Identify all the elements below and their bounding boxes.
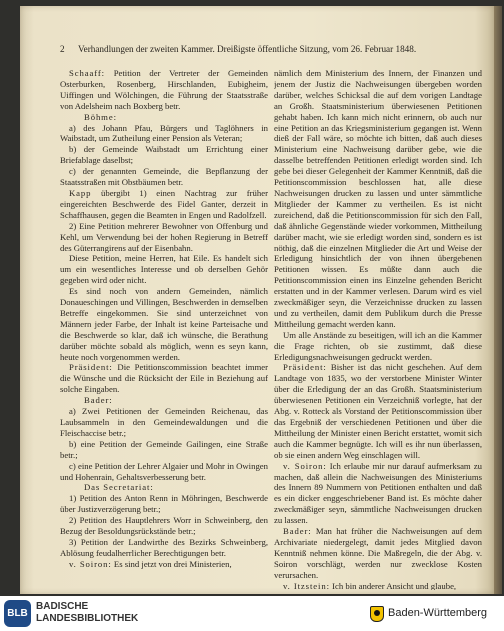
book-edge <box>494 6 502 594</box>
paragraph <box>274 461 482 526</box>
speaker-name: Schaaff: <box>69 68 105 78</box>
library-name[interactable] <box>36 601 138 625</box>
speaker-name: Präsident: <box>283 362 327 373</box>
speaker-name: v. Itzstein: <box>283 580 330 590</box>
speaker-name: Bader: <box>84 395 113 406</box>
list-item: b) der Gemeinde Waibstadt um Errichtung einer Briefablage daselbst; <box>60 144 268 166</box>
blb-logo[interactable]: BLB <box>4 600 31 627</box>
partner-name[interactable]: Baden-Württemberg <box>388 607 488 619</box>
speaker-label <box>60 112 268 123</box>
list-item: a) Zwei Petitionen der Gemeinden Reichenau, das Laubsammeln in den Gemeindewaldungen und die Fleischaccise betr.; <box>60 406 268 438</box>
paragraph: Um alle Anstände zu beseitigen, will ich an die Kammer die Frage richten, ob sie zustimmt, daß diese Erledigungsnachweisungen gedruckt werden. <box>274 329 482 362</box>
library-name-line1: BADISCHE <box>36 601 89 612</box>
state-emblem-icon <box>370 606 384 622</box>
paragraph <box>60 188 268 221</box>
paragraph <box>274 362 482 460</box>
paragraph-text: Die Petitionscommission beachtet immer die Wünsche und die Rücksicht der Eile in Beziehung auf solche Eingaben. <box>60 362 268 395</box>
library-name-line2: LANDESBIBLIOTHEK <box>36 613 139 624</box>
speaker-name: Das Secretariat: <box>84 482 154 493</box>
speaker-name: Kapp <box>69 187 92 198</box>
paragraph <box>60 559 268 570</box>
list-item: 2) Petition des Hauptlehrers Worr in Schweinberg, den Bezug der Besoldungsrückstände betr.; <box>60 515 268 537</box>
paragraph-text: übergibt 1) einen Nachtrag zur früher eingereichten Beschwerde des Fidel Ganter, derzeit in Schaffhausen, gegen die Beamten in Engen und Radolfzell. <box>60 187 268 220</box>
left-column <box>60 68 268 590</box>
paragraph: Diese Petition, meine Herren, hat Eile. Es handelt sich um ein wesentliches Interesse und ob derselben Gehör gegeben wird oder nicht. <box>60 253 268 286</box>
paragraph-text: Petition der Vertreter der Gemeinden Osterburken, Rosenberg, Hirschlanden, Eubigheim, Uiffingen und Wölchingen, die Führung der Staatsstraße von Adelsheim nach Boxberg betr. <box>60 68 268 111</box>
list-item: b) eine Petition der Gemeinde Gailingen, eine Straße betr.; <box>60 438 268 460</box>
viewer-footer <box>0 596 504 631</box>
running-header <box>60 44 480 58</box>
paragraph <box>274 526 482 581</box>
speaker-name: v. Soiron: <box>283 460 327 471</box>
right-column <box>274 68 482 590</box>
paragraph-text: Es sind jetzt von drei Ministerien, <box>111 558 232 569</box>
running-title: Verhandlungen der zweiten Kammer. Dreißigste öffentliche Sitzung, vom 26. Februar 1848. <box>78 44 417 54</box>
list-item: 3) Petition der Landwirthe des Bezirks Schweinberg, Ablösung feudalherrlicher Berechtigungen betr. <box>60 536 268 558</box>
speaker-name: Bader: <box>283 526 312 537</box>
paragraph-text: Ich erlaube mir nur darauf aufmerksam zu machen, daß allein die Nachweisungen des Ministeriums des Innern 89 Nummern von Petitionen enthalten und daß es ein dicker enggeschriebener Band ist. Es möchte daher zweckmäßiger seyn, sämmtliche Nachweisungen drucken zu lassen. <box>274 460 482 526</box>
speaker-name: v. Soiron: <box>69 558 112 569</box>
paragraph <box>60 362 268 395</box>
speaker-label <box>60 395 268 406</box>
speaker-name: Böhme: <box>84 111 117 122</box>
list-item: c) der genannten Gemeinde, die Bepflanzung der Staatsstraßen mit Obstbäumen betr. <box>60 166 268 188</box>
list-item: a) des Johann Pfau, Bürgers und Taglöhners in Waibstadt, um Zutheilung einer Pension als Veteran; <box>60 122 268 144</box>
paragraph-text: Man hat früher die Nachweisungen auf dem Archivariate niedergelegt, damit jedes Mitglied davon Kenntniß nehmen könne. Die Maßregeln, die der Abg. v. Soiron vorschlägt, werden nur zwecklose Kosten verursachen. <box>274 526 482 580</box>
speaker-name: Präsident: <box>69 362 113 373</box>
paragraph: 2) Eine Petition mehrerer Bewohner von Offenburg und Kehl, um Verwendung bei der hohen Regierung in Betreff des Güterrangirens auf der Eisenbahn. <box>60 220 268 253</box>
paragraph-text: Bisher ist das nicht geschehen. Auf dem Landtage von 1835, wo der verstorbene Minister Winter über die Erledigung der an das Großh. Staatsministerium überwiesenen Petitionen ein Verzeichniß vorlegte, hat der Abg. v. Rotteck als Vorstand der Petitionscommission über das Ergebniß der verschiedenen Petitionen und über die Mittheilung der Minister einen Bericht erstattet, womit sich auch die Kammer begnügte. Ich will es ihr nun überlassen, ob sie einen andern Weg einschlagen will. <box>274 362 482 460</box>
list-item: 1) Petition des Anton Renn in Möhringen, Beschwerde über Justizverzögerung betr.; <box>60 493 268 515</box>
paragraph <box>274 581 482 590</box>
document-page <box>20 6 494 594</box>
speaker-label <box>60 482 268 493</box>
paragraph: Es sind noch von andern Gemeinden, nämlich Donaueschingen und Villingen, Beschwerden in demselben Betreffe eingekommen. Sie sind unterzeichnet von Männern jeder Farbe, der Inhalt ist keine Parteisache und die Beschwerde so klar, daß ich wünsche, die Berathung darüber möchte sobald als möglich, wenn es seyn kann, heute noch vorgenommen werden. <box>60 286 268 362</box>
list-item: c) eine Petition der Lehrer Algaier und Mohr in Owingen und Hohenrain, Gehaltsverbesserung betr. <box>60 460 268 482</box>
paragraph-text: Ich bin anderer Ansicht und glaube, <box>329 580 457 590</box>
page-number: 2 <box>60 44 65 54</box>
paragraph <box>60 68 268 112</box>
paragraph: nämlich dem Ministerium des Innern, der Finanzen und jenem der Justiz die Nachweisungen übergeben worden darüber, welches Schicksal die auf dem vorigen Landtage an Großh. Staatsministerium überwiesenen Petitionen gehabt haben. Ich kann mich nicht erinnern, ob auch nur eine Petition an das Kriegsministerium gegangen ist. Wenn dieß der Fall wäre, so möchte ich bitten, daß auch dieses Ministerium eine Nachweisung darüber gebe, wie die dasselbe betreffenden Petitionen erledigt worden sind. Ich gebe bei dieser Gelegenheit der Kammer Kenntniß, daß die Petitionscommission beschlossen hat, alle diese Nachweisungen drucken zu lassen und unter sämmtliche Mitglieder der Kammer zu vertheilen. Es ist nicht zureichend, daß die Petitionscommission für sich den Fall, daß ähnliche Gegenstände wieder vorkommen, Mittheilung darüber macht, wie sie erledigt worden sind, sondern es ist nöthig, daß die einzelnen Mitglieder die Art und Weise der Erledigung hinsichtlich der von ihnen übergebenen Petitionen wissen. Es müßte dann auch die Petitionscommission einen ins Einzelne gehenden Bericht erstatten und in der Kammer verlesen. Darum wird es viel zweckmäßiger seyn, die Verzeichnisse drucken zu lassen und zu vertheilen, damit dem Publikum durch die Presse Mittheilung gemacht werden kann. <box>274 68 482 329</box>
